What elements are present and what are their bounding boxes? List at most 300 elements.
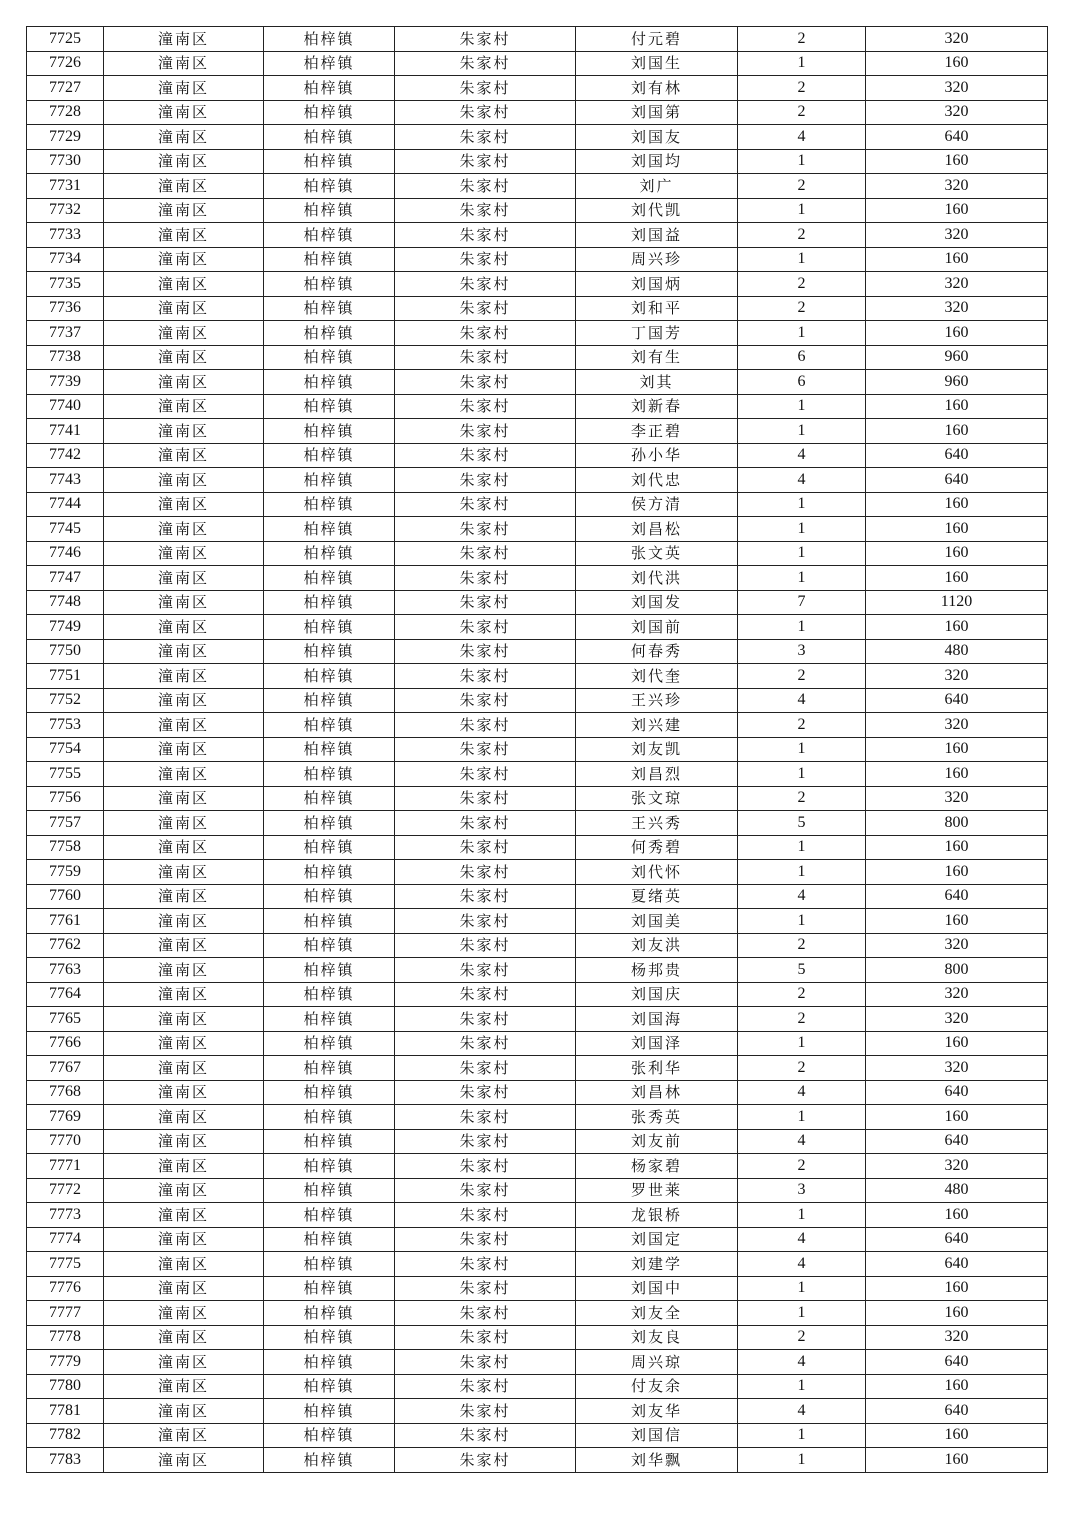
district-cell: 潼南区 <box>104 958 264 983</box>
table-row <box>27 370 1048 395</box>
amount-cell: 640 <box>866 884 1048 909</box>
index-cell: 7780 <box>27 1374 104 1399</box>
name-cell: 刘代怀 <box>576 860 738 885</box>
amount-cell: 640 <box>866 1399 1048 1424</box>
name-cell: 何春秀 <box>576 639 738 664</box>
index-cell: 7728 <box>27 100 104 125</box>
index-cell: 7738 <box>27 345 104 370</box>
district-cell: 潼南区 <box>104 737 264 762</box>
village-cell: 朱家村 <box>395 370 576 395</box>
name-cell: 刘兴建 <box>576 713 738 738</box>
amount-cell: 160 <box>866 419 1048 444</box>
town-cell: 柏梓镇 <box>264 198 395 223</box>
amount-cell: 160 <box>866 615 1048 640</box>
district-cell: 潼南区 <box>104 615 264 640</box>
index-cell: 7754 <box>27 737 104 762</box>
town-cell: 柏梓镇 <box>264 1301 395 1326</box>
village-cell: 朱家村 <box>395 394 576 419</box>
amount-cell: 640 <box>866 1350 1048 1375</box>
name-cell: 刘国炳 <box>576 272 738 297</box>
village-cell: 朱家村 <box>395 664 576 689</box>
district-cell: 潼南区 <box>104 1423 264 1448</box>
count-cell: 1 <box>738 566 866 591</box>
amount-cell: 320 <box>866 1154 1048 1179</box>
count-cell: 1 <box>738 1423 866 1448</box>
amount-cell: 160 <box>866 247 1048 272</box>
table-row <box>27 1203 1048 1228</box>
index-cell: 7770 <box>27 1129 104 1154</box>
index-cell: 7777 <box>27 1301 104 1326</box>
town-cell: 柏梓镇 <box>264 272 395 297</box>
village-cell: 朱家村 <box>395 443 576 468</box>
amount-cell: 160 <box>866 762 1048 787</box>
name-cell: 刘其 <box>576 370 738 395</box>
index-cell: 7726 <box>27 51 104 76</box>
amount-cell: 640 <box>866 1080 1048 1105</box>
table-row <box>27 590 1048 615</box>
name-cell: 周兴琼 <box>576 1350 738 1375</box>
table-row <box>27 1325 1048 1350</box>
village-cell: 朱家村 <box>395 1399 576 1424</box>
index-cell: 7747 <box>27 566 104 591</box>
index-cell: 7756 <box>27 786 104 811</box>
district-cell: 潼南区 <box>104 860 264 885</box>
index-cell: 7766 <box>27 1031 104 1056</box>
count-cell: 1 <box>738 541 866 566</box>
index-cell: 7741 <box>27 419 104 444</box>
count-cell: 4 <box>738 1080 866 1105</box>
name-cell: 刘代凯 <box>576 198 738 223</box>
amount-cell: 960 <box>866 370 1048 395</box>
index-cell: 7727 <box>27 76 104 101</box>
amount-cell: 320 <box>866 664 1048 689</box>
index-cell: 7769 <box>27 1105 104 1130</box>
town-cell: 柏梓镇 <box>264 762 395 787</box>
count-cell: 1 <box>738 1301 866 1326</box>
index-cell: 7737 <box>27 321 104 346</box>
amount-cell: 160 <box>866 1374 1048 1399</box>
village-cell: 朱家村 <box>395 958 576 983</box>
table-row <box>27 1056 1048 1081</box>
name-cell: 王兴珍 <box>576 688 738 713</box>
count-cell: 4 <box>738 1350 866 1375</box>
town-cell: 柏梓镇 <box>264 982 395 1007</box>
name-cell: 刘昌烈 <box>576 762 738 787</box>
name-cell: 刘广 <box>576 174 738 199</box>
village-cell: 朱家村 <box>395 688 576 713</box>
district-cell: 潼南区 <box>104 1399 264 1424</box>
village-cell: 朱家村 <box>395 492 576 517</box>
district-cell: 潼南区 <box>104 1129 264 1154</box>
table-row <box>27 517 1048 542</box>
table-row <box>27 688 1048 713</box>
count-cell: 1 <box>738 737 866 762</box>
index-cell: 7759 <box>27 860 104 885</box>
district-cell: 潼南区 <box>104 272 264 297</box>
name-cell: 周兴珍 <box>576 247 738 272</box>
district-cell: 潼南区 <box>104 909 264 934</box>
amount-cell: 320 <box>866 933 1048 958</box>
village-cell: 朱家村 <box>395 321 576 346</box>
name-cell: 何秀碧 <box>576 835 738 860</box>
count-cell: 1 <box>738 615 866 640</box>
amount-cell: 640 <box>866 468 1048 493</box>
district-cell: 潼南区 <box>104 1154 264 1179</box>
name-cell: 刘新春 <box>576 394 738 419</box>
name-cell: 龙银桥 <box>576 1203 738 1228</box>
name-cell: 张利华 <box>576 1056 738 1081</box>
amount-cell: 640 <box>866 443 1048 468</box>
index-cell: 7736 <box>27 296 104 321</box>
name-cell: 刘友洪 <box>576 933 738 958</box>
amount-cell: 320 <box>866 1056 1048 1081</box>
district-cell: 潼南区 <box>104 394 264 419</box>
town-cell: 柏梓镇 <box>264 811 395 836</box>
count-cell: 5 <box>738 958 866 983</box>
index-cell: 7778 <box>27 1325 104 1350</box>
district-cell: 潼南区 <box>104 76 264 101</box>
index-cell: 7761 <box>27 909 104 934</box>
town-cell: 柏梓镇 <box>264 639 395 664</box>
index-cell: 7774 <box>27 1227 104 1252</box>
count-cell: 4 <box>738 1252 866 1277</box>
district-cell: 潼南区 <box>104 223 264 248</box>
village-cell: 朱家村 <box>395 517 576 542</box>
amount-cell: 320 <box>866 713 1048 738</box>
index-cell: 7745 <box>27 517 104 542</box>
amount-cell: 160 <box>866 566 1048 591</box>
village-cell: 朱家村 <box>395 713 576 738</box>
table-row <box>27 1007 1048 1032</box>
amount-cell: 320 <box>866 786 1048 811</box>
town-cell: 柏梓镇 <box>264 786 395 811</box>
town-cell: 柏梓镇 <box>264 737 395 762</box>
table-row <box>27 909 1048 934</box>
index-cell: 7767 <box>27 1056 104 1081</box>
name-cell: 刘有林 <box>576 76 738 101</box>
table-row <box>27 51 1048 76</box>
village-cell: 朱家村 <box>395 1423 576 1448</box>
town-cell: 柏梓镇 <box>264 688 395 713</box>
index-cell: 7739 <box>27 370 104 395</box>
table-row <box>27 443 1048 468</box>
district-cell: 潼南区 <box>104 1056 264 1081</box>
village-cell: 朱家村 <box>395 223 576 248</box>
name-cell: 刘国定 <box>576 1227 738 1252</box>
count-cell: 2 <box>738 272 866 297</box>
village-cell: 朱家村 <box>395 296 576 321</box>
index-cell: 7744 <box>27 492 104 517</box>
village-cell: 朱家村 <box>395 1374 576 1399</box>
count-cell: 2 <box>738 664 866 689</box>
count-cell: 4 <box>738 688 866 713</box>
district-cell: 潼南区 <box>104 517 264 542</box>
table-row <box>27 1178 1048 1203</box>
town-cell: 柏梓镇 <box>264 615 395 640</box>
town-cell: 柏梓镇 <box>264 1227 395 1252</box>
table-row <box>27 1129 1048 1154</box>
count-cell: 2 <box>738 223 866 248</box>
index-cell: 7746 <box>27 541 104 566</box>
table-row <box>27 149 1048 174</box>
name-cell: 刘友前 <box>576 1129 738 1154</box>
index-cell: 7730 <box>27 149 104 174</box>
town-cell: 柏梓镇 <box>264 247 395 272</box>
village-cell: 朱家村 <box>395 1350 576 1375</box>
index-cell: 7772 <box>27 1178 104 1203</box>
town-cell: 柏梓镇 <box>264 296 395 321</box>
town-cell: 柏梓镇 <box>264 174 395 199</box>
town-cell: 柏梓镇 <box>264 1203 395 1228</box>
amount-cell: 800 <box>866 811 1048 836</box>
count-cell: 1 <box>738 1448 866 1473</box>
name-cell: 刘国益 <box>576 223 738 248</box>
town-cell: 柏梓镇 <box>264 1056 395 1081</box>
town-cell: 柏梓镇 <box>264 909 395 934</box>
district-cell: 潼南区 <box>104 664 264 689</box>
table-row <box>27 198 1048 223</box>
index-cell: 7732 <box>27 198 104 223</box>
index-cell: 7763 <box>27 958 104 983</box>
town-cell: 柏梓镇 <box>264 1325 395 1350</box>
village-cell: 朱家村 <box>395 272 576 297</box>
town-cell: 柏梓镇 <box>264 370 395 395</box>
district-cell: 潼南区 <box>104 125 264 150</box>
index-cell: 7752 <box>27 688 104 713</box>
amount-cell: 160 <box>866 835 1048 860</box>
table-row <box>27 1350 1048 1375</box>
village-cell: 朱家村 <box>395 1252 576 1277</box>
name-cell: 丁国芳 <box>576 321 738 346</box>
town-cell: 柏梓镇 <box>264 1374 395 1399</box>
count-cell: 1 <box>738 321 866 346</box>
count-cell: 1 <box>738 762 866 787</box>
count-cell: 1 <box>738 247 866 272</box>
name-cell: 刘友全 <box>576 1301 738 1326</box>
index-cell: 7748 <box>27 590 104 615</box>
name-cell: 刘国友 <box>576 125 738 150</box>
count-cell: 1 <box>738 1276 866 1301</box>
village-cell: 朱家村 <box>395 1056 576 1081</box>
index-cell: 7762 <box>27 933 104 958</box>
amount-cell: 160 <box>866 321 1048 346</box>
district-cell: 潼南区 <box>104 1178 264 1203</box>
count-cell: 2 <box>738 76 866 101</box>
table-row <box>27 835 1048 860</box>
village-cell: 朱家村 <box>395 933 576 958</box>
index-cell: 7740 <box>27 394 104 419</box>
amount-cell: 320 <box>866 76 1048 101</box>
name-cell: 张秀英 <box>576 1105 738 1130</box>
name-cell: 刘有生 <box>576 345 738 370</box>
town-cell: 柏梓镇 <box>264 394 395 419</box>
village-cell: 朱家村 <box>395 51 576 76</box>
district-cell: 潼南区 <box>104 370 264 395</box>
count-cell: 1 <box>738 1374 866 1399</box>
village-cell: 朱家村 <box>395 1448 576 1473</box>
count-cell: 4 <box>738 1399 866 1424</box>
village-cell: 朱家村 <box>395 247 576 272</box>
table-row <box>27 566 1048 591</box>
name-cell: 付元碧 <box>576 27 738 52</box>
table-row <box>27 811 1048 836</box>
amount-cell: 480 <box>866 639 1048 664</box>
index-cell: 7776 <box>27 1276 104 1301</box>
village-cell: 朱家村 <box>395 811 576 836</box>
town-cell: 柏梓镇 <box>264 100 395 125</box>
district-cell: 潼南区 <box>104 149 264 174</box>
count-cell: 1 <box>738 1031 866 1056</box>
amount-cell: 320 <box>866 100 1048 125</box>
village-cell: 朱家村 <box>395 909 576 934</box>
table-row <box>27 296 1048 321</box>
name-cell: 刘国美 <box>576 909 738 934</box>
table-row <box>27 1301 1048 1326</box>
village-cell: 朱家村 <box>395 884 576 909</box>
name-cell: 刘昌松 <box>576 517 738 542</box>
count-cell: 1 <box>738 860 866 885</box>
village-cell: 朱家村 <box>395 615 576 640</box>
name-cell: 孙小华 <box>576 443 738 468</box>
count-cell: 6 <box>738 345 866 370</box>
town-cell: 柏梓镇 <box>264 541 395 566</box>
count-cell: 2 <box>738 933 866 958</box>
name-cell: 刘国海 <box>576 1007 738 1032</box>
district-cell: 潼南区 <box>104 884 264 909</box>
name-cell: 刘和平 <box>576 296 738 321</box>
table-row <box>27 1252 1048 1277</box>
village-cell: 朱家村 <box>395 1105 576 1130</box>
district-cell: 潼南区 <box>104 590 264 615</box>
town-cell: 柏梓镇 <box>264 51 395 76</box>
count-cell: 2 <box>738 1154 866 1179</box>
count-cell: 1 <box>738 419 866 444</box>
town-cell: 柏梓镇 <box>264 1276 395 1301</box>
village-cell: 朱家村 <box>395 762 576 787</box>
village-cell: 朱家村 <box>395 590 576 615</box>
district-cell: 潼南区 <box>104 1325 264 1350</box>
amount-cell: 1120 <box>866 590 1048 615</box>
amount-cell: 160 <box>866 1203 1048 1228</box>
count-cell: 1 <box>738 492 866 517</box>
count-cell: 1 <box>738 51 866 76</box>
count-cell: 2 <box>738 1056 866 1081</box>
name-cell: 张文琼 <box>576 786 738 811</box>
amount-cell: 320 <box>866 223 1048 248</box>
village-cell: 朱家村 <box>395 982 576 1007</box>
count-cell: 1 <box>738 1203 866 1228</box>
town-cell: 柏梓镇 <box>264 1105 395 1130</box>
table-row <box>27 639 1048 664</box>
district-cell: 潼南区 <box>104 1374 264 1399</box>
count-cell: 1 <box>738 198 866 223</box>
village-cell: 朱家村 <box>395 1301 576 1326</box>
amount-cell: 320 <box>866 982 1048 1007</box>
count-cell: 2 <box>738 1007 866 1032</box>
amount-cell: 320 <box>866 272 1048 297</box>
amount-cell: 160 <box>866 1105 1048 1130</box>
name-cell: 刘华飘 <box>576 1448 738 1473</box>
village-cell: 朱家村 <box>395 27 576 52</box>
town-cell: 柏梓镇 <box>264 664 395 689</box>
index-cell: 7742 <box>27 443 104 468</box>
table-row <box>27 1276 1048 1301</box>
district-cell: 潼南区 <box>104 1350 264 1375</box>
amount-cell: 640 <box>866 1129 1048 1154</box>
table-row <box>27 100 1048 125</box>
district-cell: 潼南区 <box>104 1007 264 1032</box>
town-cell: 柏梓镇 <box>264 860 395 885</box>
index-cell: 7749 <box>27 615 104 640</box>
village-cell: 朱家村 <box>395 468 576 493</box>
amount-cell: 160 <box>866 149 1048 174</box>
town-cell: 柏梓镇 <box>264 1178 395 1203</box>
table-row <box>27 615 1048 640</box>
table-body <box>27 27 1048 1473</box>
name-cell: 王兴秀 <box>576 811 738 836</box>
amount-cell: 160 <box>866 492 1048 517</box>
index-cell: 7757 <box>27 811 104 836</box>
amount-cell: 160 <box>866 909 1048 934</box>
town-cell: 柏梓镇 <box>264 76 395 101</box>
amount-cell: 160 <box>866 517 1048 542</box>
village-cell: 朱家村 <box>395 541 576 566</box>
district-cell: 潼南区 <box>104 688 264 713</box>
name-cell: 刘国前 <box>576 615 738 640</box>
village-cell: 朱家村 <box>395 835 576 860</box>
table-row <box>27 786 1048 811</box>
amount-cell: 800 <box>866 958 1048 983</box>
district-cell: 潼南区 <box>104 1252 264 1277</box>
name-cell: 刘友凯 <box>576 737 738 762</box>
village-cell: 朱家村 <box>395 639 576 664</box>
district-cell: 潼南区 <box>104 835 264 860</box>
count-cell: 1 <box>738 909 866 934</box>
name-cell: 刘国发 <box>576 590 738 615</box>
name-cell: 夏绪英 <box>576 884 738 909</box>
village-cell: 朱家村 <box>395 149 576 174</box>
name-cell: 杨家碧 <box>576 1154 738 1179</box>
town-cell: 柏梓镇 <box>264 321 395 346</box>
name-cell: 刘国生 <box>576 51 738 76</box>
village-cell: 朱家村 <box>395 1276 576 1301</box>
table-row <box>27 223 1048 248</box>
name-cell: 刘国庆 <box>576 982 738 1007</box>
village-cell: 朱家村 <box>395 566 576 591</box>
district-cell: 潼南区 <box>104 419 264 444</box>
count-cell: 4 <box>738 1129 866 1154</box>
town-cell: 柏梓镇 <box>264 149 395 174</box>
table-row <box>27 762 1048 787</box>
amount-cell: 160 <box>866 51 1048 76</box>
count-cell: 1 <box>738 394 866 419</box>
amount-cell: 640 <box>866 125 1048 150</box>
amount-cell: 960 <box>866 345 1048 370</box>
count-cell: 2 <box>738 982 866 1007</box>
village-cell: 朱家村 <box>395 1007 576 1032</box>
district-cell: 潼南区 <box>104 27 264 52</box>
name-cell: 李正碧 <box>576 419 738 444</box>
count-cell: 2 <box>738 713 866 738</box>
town-cell: 柏梓镇 <box>264 223 395 248</box>
table-row <box>27 1448 1048 1473</box>
count-cell: 7 <box>738 590 866 615</box>
district-cell: 潼南区 <box>104 174 264 199</box>
amount-cell: 640 <box>866 688 1048 713</box>
table-row <box>27 125 1048 150</box>
table-row <box>27 933 1048 958</box>
village-cell: 朱家村 <box>395 1178 576 1203</box>
